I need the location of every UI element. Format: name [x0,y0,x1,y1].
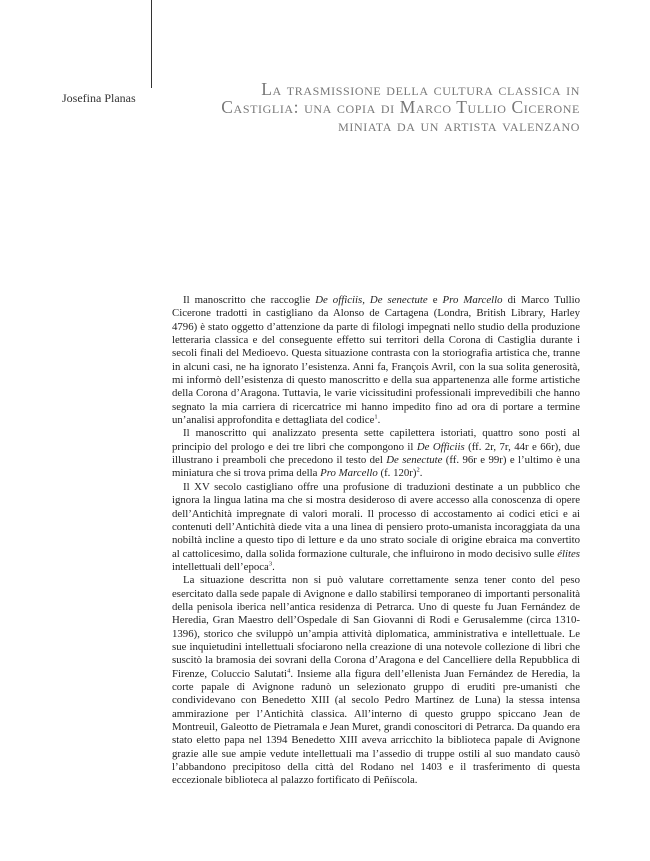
article-title [160,80,580,134]
text-run: . Insieme alla figura dell’ellenista Juan Fernández de Heredia, la corte papale di Avignone radunò un selezionato gruppo di eruditi pre-umanisti che condividevano con Benedetto XIII (al secolo Pedro Martínez de Luna) la stessa intensa ammirazione per l’Antichità classica. All’interno di questo gruppo spiccano Jean de Montreuil, Galeotto de Pietramala e Jean Muret, grandi conoscitori di Petrarca. Da quando era stato eletto papa nel 1394 Benedetto XIII aveva arricchito la biblioteca papale di Avignone grazie alle sue ampie vedute intellettuali ma l’assedio di truppe ostili al suo mandato causò l’abbandono precipitoso della città del Rodano nel 1403 e il trasferimento di questa eccezionale biblioteca al palazzo fortificato di Peñíscola. [172,667,580,787]
title-line-3: miniata da un artista valenzano [338,115,580,135]
work-title: De senectute [386,454,443,467]
paragraph-2 [172,427,580,480]
footnote-ref: 3 [268,560,273,568]
paragraph-3 [172,481,580,574]
text-run: . [377,414,381,427]
footnote-ref: 4 [287,667,291,675]
text-run: e [427,294,443,306]
running-header-author: Josefina Planas [62,91,136,105]
text-run: . [419,467,423,480]
footnote-ref: 2 [416,466,420,474]
work-title: Pro Marcello [442,294,503,306]
title-line-2: Castiglia: una copia di Marco Tullio Cicerone [221,97,580,117]
paragraph-4 [172,574,580,788]
text-run: Il manoscritto qui analizzato presenta sette capilettera istoriati, quattro sono posti al principio del prologo e dei tre libri che compongono il [172,427,580,453]
text-run: Il XV secolo castigliano offre una profusione di traduzioni destinate a un pubblico che ignora la lingua latina ma che si mostra desideroso di avere accesso alla conoscenza di opere dell’Antichità impregnate di valori morali. Il processo di accostamento ai codici etici e ai contenuti dell’Antichità diede vita a una linea di pensiero proto-umanista incoraggiata da una nobiltà incline a questo tipo di letture e da uno strato sociale di origine ebraica ma convertito al cattolicesimo, dalla solida formazione culturale, che influirono in modo decisivo sulle [172,480,580,560]
work-title: De officiis, De senectute [315,294,428,306]
italic-term: élites [557,547,580,560]
text-run: . [272,560,275,573]
work-title: Pro Marcello [320,467,378,480]
text-run: (ff. 96r e 99r) e l’ultimo è una miniatura che si trova prima della [172,454,580,480]
text-run: di Marco Tullio Cicerone tradotti in castigliano da Alonso de Cartagena (Londra, British Library, Harley 4796) è stato oggetto d’attenzione da parte di filologi impegnati nello studio della produzione letteraria classica e del conseguente effetto sui territori della Corona di Castiglia durante i secoli finali del Medioevo. Questa situazione contrasta con la storiografia artistica che, tranne in alcuni casi, ne ha ignorato l’esistenza. Anni fa, François Avril, con la sua solita generosità, mi informò dell’esistenza di questo manoscritto e della sua appartenenza alle forme artistiche della Corona d’Aragona. Tuttavia, le varie vicissitudini professionali imprevedibili che hanno segnato la mia carriera di ricercatrice mi hanno impedito fino ad ora di portare a termine un’analisi approfondita e dettagliata del codice [172,294,580,427]
work-title: De Officiis [416,440,465,453]
text-run: (ff. 2r, 7r, 44r e 66r), due illustrano i preamboli che precedono il testo del [172,440,580,467]
text-run: Il manoscritto che raccoglie [183,294,316,306]
text-run: intellettuali dell’epoca [172,560,269,573]
header-rule [151,0,152,88]
text-run: (f. 120r) [377,467,417,480]
paragraph-1 [172,294,580,427]
title-line-1: La trasmissione della cultura classica in [261,79,580,99]
article-body [172,294,580,788]
text-run: La situazione descritta non si può valutare correttamente senza tener conto del peso esercitato dalla sede papale di Avignone e dallo stabilirsi temporaneo di importanti personalità della penisola iberica nell’antica residenza di Petrarca. Uno di queste fu Juan Fernández de Heredia, Gran Maestro dell’Ospedale di San Giovanni di Rodi e Gerusalemme (circa 1310-1396), storico che sviluppò un’ampia attività diplomatica, amministrativa e intellettuale. Le sue inquietudini intellettuali sfociarono nella creazione di una notevole collezione di libri che suscitò la bramosia dei sovrani della Corona d’Aragona e del Cancelliere della Repubblica di Firenze, Coluccio Salutati [172,574,580,680]
footnote-ref: 1 [374,413,378,421]
